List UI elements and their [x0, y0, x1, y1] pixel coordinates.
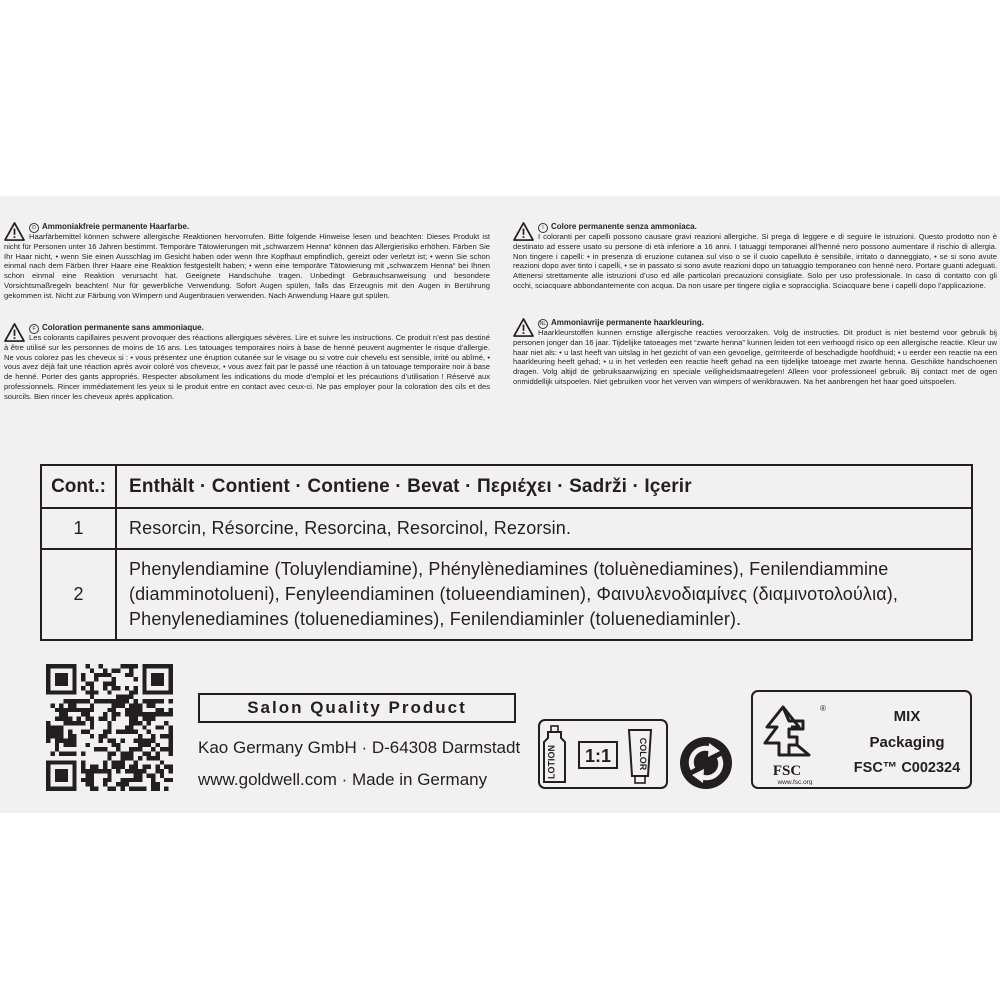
warning-text: I coloranti per capelli possono causare gravi reazioni allergiche. Si prega di leggere e di seguire le istruzioni. Questo prodotto non è destinato ad essere usato su persone di età inferiore a 16 anni. I tatuaggi temporanei all’henné nero possono aumentare il rischio di allergia. Non tingere i capelli: • in presenza di eruzione cutanea sul viso o se il cuoio capelluto è sensibile, irritato o danneggiato, • se si sono avute reazioni dopo aver tinto i capelli, • se in passato si sono avute reazioni dopo un tatuaggio temporaneo con henné nero. Portare guanti adeguati. Attenersi strettamente alle istruzioni d’uso ed alle particolari precauzioni consigliate. Solo per uso professionale. In caso di contatto con gli occhi, sciacquare abbondantemente con acqua. Da non usare per tingere ciglia e sopracciglia. Sciacquare bene i capelli dopo l’applicazione. — [513, 232, 997, 290]
header-contains: Enthält · Contient · Contiene · Bevat · Περιέχει · Sadrži · Içerir — [129, 476, 692, 497]
recycle-icon — [678, 735, 734, 791]
table-row — [42, 550, 971, 639]
fsc-logo-url: www.fsc.org — [777, 779, 813, 785]
ingredients-table — [40, 464, 973, 641]
warning-text: Les colorants capillaires peuvent provoquer des réactions allergiques sévères. Lire et suivre les instructions. Ce produit n’est pas destiné à être utilisé sur les personnes de moins de 16 ans. Les tatouages temporaires noirs à base de henné peuvent augmenter le risque d’allergie. Ne vous colorez pas les cheveux si : • vous présentez une éruption cutanée sur le visage ou si votre cuir chevelu est sensible, irrité ou abîmé, • vous avez déjà fait une réaction après avoir coloré vos cheveux, • vous avez fait par le passé une réaction à un tatouage temporaire noir à base de henné. Porter des gants appropriés. Respecter absolument les indications du mode d’emploi et les précautions d’utilisation ! Réservé aux professionnels. Rincer immédiatement les yeux si le produit entre en contact avec ceux-ci. Ne pas employer pour la coloration des cils et des sourcils. Bien rincer les cheveux après application. — [4, 333, 490, 401]
language-code: NL — [539, 321, 547, 327]
row-number: 2 — [42, 550, 117, 639]
warning-triangle-icon — [4, 323, 25, 342]
warning-dutch — [513, 318, 997, 387]
warning-title: Ammoniavrije permanente haarkleuring. — [551, 318, 704, 327]
language-code: I — [538, 223, 548, 233]
warning-title: Colore permanente senza ammoniaca. — [551, 222, 697, 231]
mix-ratio: 1:1 — [584, 746, 612, 766]
website-origin: www.goldwell.com · Made in Germany — [198, 770, 488, 789]
fsc-license-code: FSC™ C002324 — [853, 760, 961, 776]
warning-triangle-icon — [513, 222, 534, 241]
warning-text: Haarkleurstoffen kunnen ernstige allergische reacties veroorzaken. Volg de instructies. Dit product is niet bestemd voor gebruik bij personen jonger dan 16 jaar. Tijdelijke tatoeages met “zwarte henna” kunnen leiden tot een verhoogd risico op een allergische reactie. Kleur uw haar niet als: • u last heeft van uitslag in het gezicht of van een gevoelige, geïrriteerde of beschadigde hoofdhuid; • u eerder een reactie na een haarkleuring heeft gehad; • u in het verleden een reactie heeft gehad na een tijdelijke tatoeage met zwarte henna. Geschikte handschoenen dragen. Volg altijd de gebruiksaanwijzing en speciale veiligheidsmaatregelen! Alleen voor professioneel gebruik. Bij contact met de ogen onmiddellijk uitspoelen. Niet gebruiken voor het verven van wimpers of wenkbrauwen. Na het aanbrengen het haar goed uitspoelen. — [513, 328, 997, 386]
fsc-tree-logo — [759, 697, 839, 785]
mix-ratio-icon — [537, 718, 669, 790]
color-label: COLOR — [638, 737, 648, 771]
warning-text: Haarfärbemittel können schwere allergische Reaktionen hervorrufen. Bitte folgende Hinweise lesen und beachten: Dieses Produkt ist nicht für Personen unter 16 Jahren bestimmt. Temporäre Tätowierungen mit „schwarzem Henna“ können das Allergierisiko erhöhen. Färben Sie Ihr Haar nicht, • wenn Sie einen Ausschlag im Gesicht haben oder wenn Ihre Kopfhaut empfindlich, gereizt oder verletzt ist; • wenn Sie schon einmal nach dem Färben Ihrer Haare eine Reaktion festgestellt haben; • wenn eine temporäre Tätowierung mit „schwarzem Henna“ bei Ihnen schon einmal eine Reaktion verursacht hat. Geeignete Handschuhe tragen. Unbedingt Gebrauchsanweisung und besondere Vorsichtsmaßregeln beachten! Nur für gewerbliche Verwendung. Sofort Augen spülen, falls das Erzeugnis mit den Augen in Berührung gekommen ist. Nicht zur Färbung von Wimpern und Augenbrauen verwenden. Nach Anwendung Haare gut spülen. — [4, 232, 490, 300]
header-cont: Cont.: — [42, 466, 117, 507]
row-ingredients: Resorcin, Résorcine, Resorcina, Resorcinol, Rezorsin. — [129, 518, 572, 538]
language-code: D — [29, 223, 39, 233]
fsc-logo-text: FSC — [772, 763, 802, 779]
warning-italian — [513, 222, 997, 291]
fsc-mix-label: MIX — [893, 708, 921, 725]
fsc-packaging-label: Packaging — [869, 734, 945, 751]
salon-quality-badge: Salon Quality Product — [198, 693, 516, 723]
company-address: Kao Germany GmbH · D-64308 Darmstadt — [198, 738, 521, 757]
svg-text:®: ® — [820, 704, 826, 713]
fsc-certification-box — [751, 690, 972, 789]
table-row — [42, 509, 971, 550]
warning-triangle-icon — [513, 318, 534, 337]
row-ingredients: Phenylendiamine (Toluylendiamine), Phénylènediamines (toluènediamines), Fenilendiammine (diamminotolueni), Fenyleendiaminen (tolueendiaminen), Φαινυλενοδιαμίνες (διαμινοτολούλια), Phenylenediamines (toluenediamines), Fenilendiaminler (toluenediaminler). — [129, 559, 899, 629]
language-code: F — [29, 324, 39, 334]
warning-triangle-icon — [4, 222, 25, 241]
warning-title: Coloration permanente sans ammoniaque. — [42, 323, 204, 332]
row-number: 1 — [42, 509, 117, 548]
warning-german — [4, 222, 490, 301]
warning-french — [4, 323, 490, 402]
table-header-row — [42, 466, 971, 509]
warning-title: Ammoniakfreie permanente Haarfarbe. — [42, 222, 190, 231]
lotion-label: LOTION — [546, 745, 557, 779]
qr-code — [46, 664, 173, 791]
